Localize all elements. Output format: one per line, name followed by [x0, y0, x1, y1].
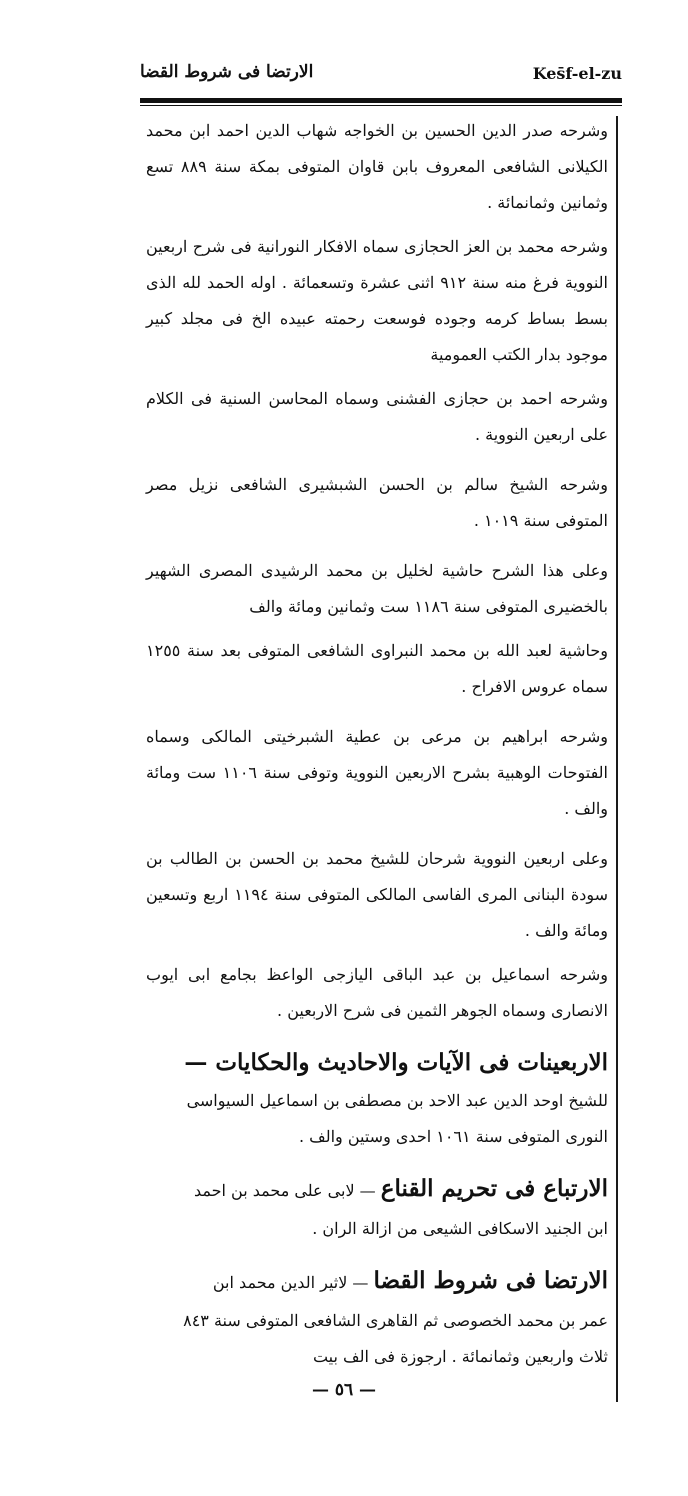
paragraph-9: وشرحه اسماعيل بن عبد الباقى اليازجى الواعظ بجامع ابى ايوب الانصارى وسماه الجوهر الثمين فى شرح الاربعين . [146, 965, 609, 1020]
entry-heading-line [146, 1169, 608, 1211]
entry-title: الاربعينات فى الآيات والاحاديث والحكايات — [184, 1049, 608, 1076]
paragraph-4: وشرحه الشيخ سالم بن الحسن الشبشيرى الشافعى نزيل مصر المتوفى سنة ١٠١٩ . [146, 475, 608, 530]
margin-line [616, 116, 618, 1402]
entry-title-rest: — لاثير الدين محمد ابن [212, 1273, 374, 1292]
paragraph-2: وشرحه محمد بن العز الحجازى سماه الافكار النورانية فى شرح اربعين النووية فرغ منه سنة ٩١٢ اثنى عشرة وتسعمائة . اوله الحمد لله الذى بسط بساط كرمه وجوده فوسعت رحمته عبيده الخ فى مجلد كبير موجود بدار الكتب العمومية [146, 237, 608, 364]
page-number: — ٥٦ — [311, 1380, 377, 1400]
entry-title: الارتضا فى شروط القضا [373, 1267, 608, 1294]
header-title: الارتضا فى شروط القضا [140, 62, 314, 82]
entry-arbaeenat [146, 1043, 608, 1155]
entry-heading-line [146, 1261, 608, 1303]
page-header [140, 62, 622, 92]
entry-line: للشيخ اوحد الدين عبد الاحد بن مصطفى بن اسماعيل السيواسى [186, 1091, 608, 1110]
entry-line: النورى المتوفى سنة ١٠٦١ احدى وستين والف . [298, 1127, 608, 1146]
header-rule-thin [140, 105, 622, 106]
entry-title: الارتباع فى تحريم القناع [380, 1175, 608, 1202]
paragraph-1: وشرحه صدر الدين الحسين بن الخواجه شهاب الدين احمد ابن محمد الكيلانى الشافعى المعروف بابن قاوان المتوفى بمكة سنة ٨٨٩ تسع وثمانين وثمانمائة . [146, 121, 609, 212]
entry-line: ابن الجنيد الاسكافى الشيعى من ازالة الران . [312, 1219, 608, 1238]
header-running-head: Kes̄f-el-zu [532, 64, 622, 83]
paragraph-5: وعلى هذا الشرح حاشية لخليل بن محمد الرشيدى المصرى الشهير بالخضيرى المتوفى سنة ١١٨٦ ست وثمانين ومائة والف [146, 561, 608, 616]
entry-line: عمر بن محمد الخصوصى ثم القاهرى الشافعى المتوفى سنة ٨٤٣ [183, 1311, 608, 1330]
paragraph-3: وشرحه احمد بن حجازى الفشنى وسماه المحاسن السنية فى الكلام على اربعين النووية . [146, 389, 609, 444]
paragraph-6: وحاشية لعبد الله بن محمد النبراوى الشافعى المتوفى بعد سنة ١٢٥٥ سماه عروس الافراح . [146, 641, 608, 696]
paragraph-8: وعلى اربعين النووية شرحان للشيخ محمد بن الحسن بن الطالب بن سودة البنانى المرى الفاسى المالكى المتوفى سنة ١١٩٤ اربع وتسعين ومائة والف . [146, 849, 609, 940]
entry-irtibaa [146, 1169, 608, 1247]
entry-line: ثلاث واربعين وثمانمائة . ارجوزة فى الف بيت [312, 1347, 608, 1366]
entry-title-rest: — لابى على محمد بن احمد [193, 1181, 381, 1200]
entry-irtida [146, 1261, 608, 1375]
page-body [146, 113, 608, 1375]
paragraph-7: وشرحه ابراهيم بن مرعى بن عطية الشبرخيتى المالكى وسماه الفتوحات الوهبية بشرح الاربعين النووية وتوفى سنة ١١٠٦ ست ومائة والف . [146, 727, 608, 818]
header-rule-thick [140, 98, 622, 103]
